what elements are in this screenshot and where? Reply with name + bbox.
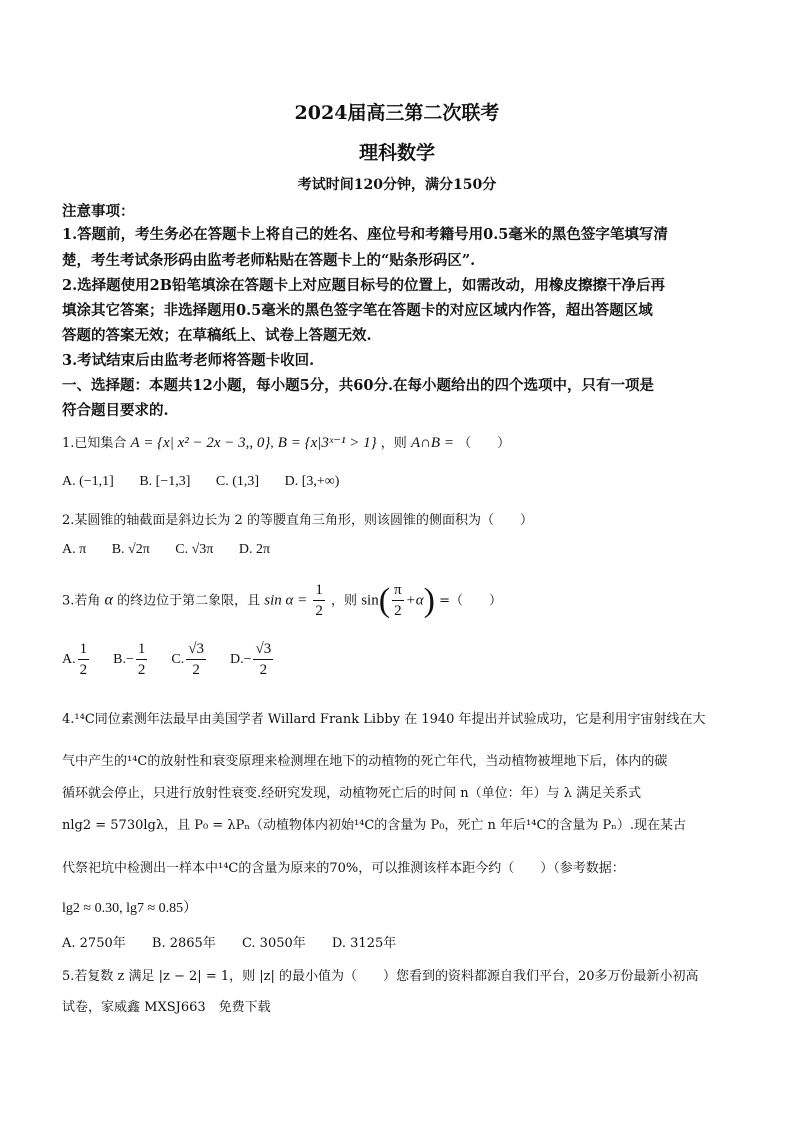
question-4-line-2: 气中产生的¹⁴C的放射性和衰变原理来检测埋在地下的动植物的死亡年代，当动植物被埋地下后，体内的碳: [62, 754, 668, 769]
q2-option-b: B. √2π: [111, 542, 150, 557]
question-1-options: [62, 474, 361, 490]
section-heading-line-1: 一、选择题：本题共12小题，每小题5分，共60分.在每小题给出的四个选项中，只有一项是: [62, 377, 654, 394]
q3-option-label: A.: [62, 652, 76, 668]
question-1-stem: 1.已知集合 A = {x| x² − 2x − 3,, 0}, B = {x|3ˣ⁻¹ > 1} ，则 A∩B = （ ）: [62, 435, 511, 451]
q3-option-label: D.: [229, 652, 244, 668]
question-5-line-1: 5.若复数 z 满足 |z − 2| = 1，则 |z| 的最小值为（ ）您看到的资料都源自我们平台，20多万份最新小初高: [62, 969, 699, 984]
notice-heading: 注意事项：: [62, 203, 135, 220]
q3-option-fraction: [253, 642, 273, 678]
question-2-options: [62, 542, 292, 558]
q3-option-den: 2: [137, 662, 146, 678]
q4-option-b: B. 2865年: [151, 936, 216, 951]
q1-ask-expr: A∩B =: [410, 435, 454, 451]
q3-option-num: 1: [78, 642, 90, 660]
notice-line-1: 1.答题前，考生务必在答题卡上将自己的姓名、座位号和考籍号用0.5毫米的黑色签字笔填写清: [62, 226, 668, 243]
exam-title: 2024届高三第二次联考: [294, 102, 500, 124]
q4-option-d: D. 3125年: [331, 936, 397, 951]
q3-option-label: B.: [113, 652, 126, 668]
question-3-options: [62, 642, 297, 678]
q1-option-c: C. (1,3]: [215, 474, 260, 489]
question-5-line-2: 试卷，家威鑫 MXSJ663 免费下载: [62, 1000, 271, 1015]
q1-set-a: A = {x| x² − 2x − 3,, 0}: [130, 435, 271, 451]
q2-option-d: D. 2π: [238, 542, 271, 557]
q3-sin-lhs: sin α =: [264, 592, 308, 609]
section-heading-line-2: 符合题目要求的.: [62, 402, 169, 419]
q3-eq-blank: =（ ）: [439, 593, 502, 609]
q3-mid: 的终边位于第二象限，且: [117, 593, 261, 609]
q3-pi-over-2: [392, 583, 404, 619]
q3-two: 2: [394, 603, 402, 619]
q3-option-b: [113, 642, 149, 678]
q4-option-a: A. 2750年: [62, 936, 126, 951]
q3-option-num: √3: [253, 642, 273, 660]
notice-line-2: 楚，考生考试条形码由监考老师粘贴在答题卡上的“贴条形码区”.: [62, 252, 476, 269]
question-4-line-3: 循环就会停止，只进行放射性衰变.经研究发现，动植物死亡后的时间 n（单位：年）与 λ 满足关系式: [62, 786, 642, 801]
subject-title: 理科数学: [358, 142, 435, 164]
q3-fraction-num: 1: [313, 583, 325, 601]
notice-line-4: 填涂其它答案；非选择题用0.5毫米的黑色签字笔在答题卡的对应区域内作答，超出答题区域: [62, 302, 653, 319]
q3-option-den: 2: [79, 662, 88, 678]
q2-option-a: A. π: [62, 542, 87, 557]
q1-prefix: 1.已知集合: [62, 436, 127, 451]
time-info: 考试时间120分钟，满分150分: [297, 177, 497, 193]
q3-option-den: 2: [192, 662, 200, 678]
q3-prefix: 3.若角: [62, 593, 101, 609]
q3-then: ，则: [331, 593, 358, 609]
notice-line-5: 答题的答案无效；在草稿纸上、试卷上答题无效.: [62, 327, 372, 344]
q3-alpha: α: [104, 591, 113, 609]
q3-option-d: [230, 642, 275, 678]
q3-option-num: 1: [136, 642, 148, 660]
q3-option-den: 2: [259, 662, 268, 678]
q3-option-num: √3: [186, 642, 206, 660]
q3-sin-word: sin: [361, 592, 379, 609]
q3-option-label: C.: [171, 652, 185, 668]
q3-option-c: [171, 642, 208, 678]
question-2-stem: 2.某圆锥的轴截面是斜边长为 2 的等腰直角三角形，则该圆锥的侧面积为（ ）: [62, 513, 533, 528]
q1-ask-mid: ，则: [380, 436, 407, 451]
notice-line-6: 3.考试结束后由监考老师将答题卡收回.: [62, 352, 315, 369]
question-4-options: [62, 932, 418, 951]
q3-option-fraction: [186, 642, 206, 678]
q2-option-c: C. √3π: [175, 542, 214, 557]
q1-option-b: B. [−1,3]: [139, 474, 191, 489]
q3-option-fraction: [136, 642, 148, 678]
question-4-line-6: lg2 ≈ 0.30, lg7 ≈ 0.85）: [62, 901, 198, 916]
notice-line-3: 2.选择题使用2B铅笔填涂在答题卡上对应题目标号的位置上，如需改动，用橡皮擦擦干净后再: [62, 277, 665, 294]
q3-option-a: [62, 642, 91, 678]
q1-option-d: D. [3,+∞): [284, 474, 340, 489]
q3-fraction-den: 2: [315, 603, 323, 619]
q3-plus-alpha: +α: [405, 592, 424, 609]
question-3-stem: 3.若角 α 的终边位于第二象限，且 sin α = $\frac{1}{2}$ ，则 sin( $\frac{\pi}{2}$ +α) =（ ）: [62, 582, 502, 619]
question-4-line-4: nlg2 = 5730lgλ，且 P₀ = λPₙ（动植物体内初始¹⁴C的含量为 P₀，死亡 n 年后¹⁴C的含量为 Pₙ）.现在某古: [62, 818, 687, 833]
q1-set-b: B = {x|3ˣ⁻¹ > 1}: [277, 435, 377, 451]
q3-option-sign: −: [243, 652, 252, 668]
q3-option-fraction: [78, 642, 90, 678]
q3-fraction: [313, 583, 325, 619]
q3-option-sign: −: [125, 652, 134, 668]
question-4-line-5: 代祭祀坑中检测出一样本中¹⁴C的含量为原来的70%，可以推测该样本距今约（ ）（参考数据：: [62, 861, 625, 876]
q1-blank: （ ）: [458, 436, 511, 451]
q1-option-a: A. (−1,1]: [62, 474, 114, 489]
question-4-line-1: 4.¹⁴C同位素测年法最早由美国学者 Willard Frank Libby 在 1940 年提出并试验成功，它是利用宇宙射线在大: [62, 712, 706, 727]
q4-option-c: C. 3050年: [241, 936, 306, 951]
q3-pi: π: [392, 583, 404, 601]
